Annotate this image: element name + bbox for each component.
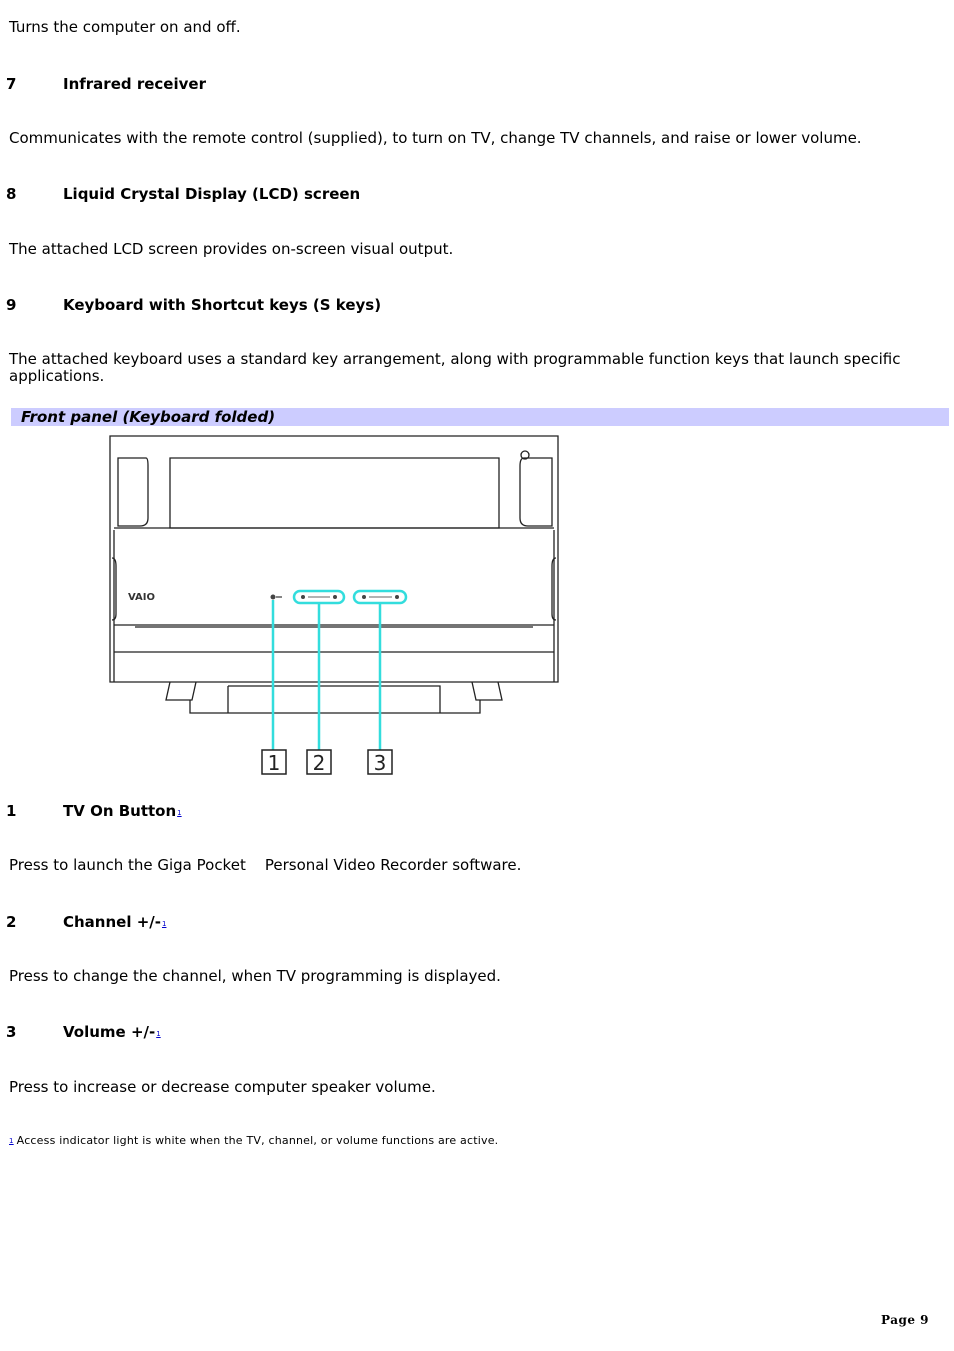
vaio-logo-text: VAIO xyxy=(128,592,156,603)
item-number: 2 xyxy=(6,913,17,931)
item-description-line2: applications. xyxy=(9,367,105,385)
footnote-link[interactable]: 1 xyxy=(177,809,182,817)
callout-1: 1 xyxy=(267,751,281,775)
item-description: Press to launch the Giga Pocket Personal Video Recorder software. xyxy=(9,856,522,874)
item-heading: Infrared receiver xyxy=(63,75,206,93)
item-description: The attached LCD screen provides on-screen visual output. xyxy=(9,240,454,258)
vaio-logo xyxy=(128,592,155,603)
item-heading: Channel +/-1 xyxy=(63,913,167,931)
item-description: Press to change the channel, when TV programming is displayed. xyxy=(9,967,501,985)
item-heading: Liquid Crystal Display (LCD) screen xyxy=(63,185,361,203)
item-description: Communicates with the remote control (supplied), to turn on TV, change TV channels, and raise or lower volume. xyxy=(9,129,862,147)
item-number: 9 xyxy=(6,296,17,314)
footnote xyxy=(9,1134,498,1147)
callout-2: 2 xyxy=(312,751,326,775)
footnote-link[interactable]: 1 xyxy=(156,1030,161,1038)
item-heading: TV On Button1 xyxy=(63,802,182,820)
item-description: Press to increase or decrease computer speaker volume. xyxy=(9,1078,436,1096)
item-number: 8 xyxy=(6,185,17,203)
section-header-band xyxy=(11,408,949,426)
item-heading: Keyboard with Shortcut keys (S keys) xyxy=(63,296,382,314)
footnote-marker[interactable]: 1 xyxy=(9,1137,14,1145)
footnote-text: Access indicator light is white when the TV, channel, or volume functions are active. xyxy=(16,1134,499,1147)
front-panel-figure xyxy=(100,430,570,780)
page-number: Page 9 xyxy=(881,1313,930,1327)
item-number: 1 xyxy=(6,802,17,820)
item-number: 3 xyxy=(6,1023,17,1041)
item-heading: Volume +/-1 xyxy=(63,1023,161,1041)
footnote-link[interactable]: 1 xyxy=(161,920,167,928)
section-title: Front panel (Keyboard folded) xyxy=(21,408,276,426)
item-number: 7 xyxy=(6,75,17,93)
callout-3: 3 xyxy=(373,751,387,775)
item-description-line1: The attached keyboard uses a standard key arrangement, along with programmable function keys that launch specific xyxy=(9,350,901,368)
intro-text: Turns the computer on and off. xyxy=(9,18,241,36)
